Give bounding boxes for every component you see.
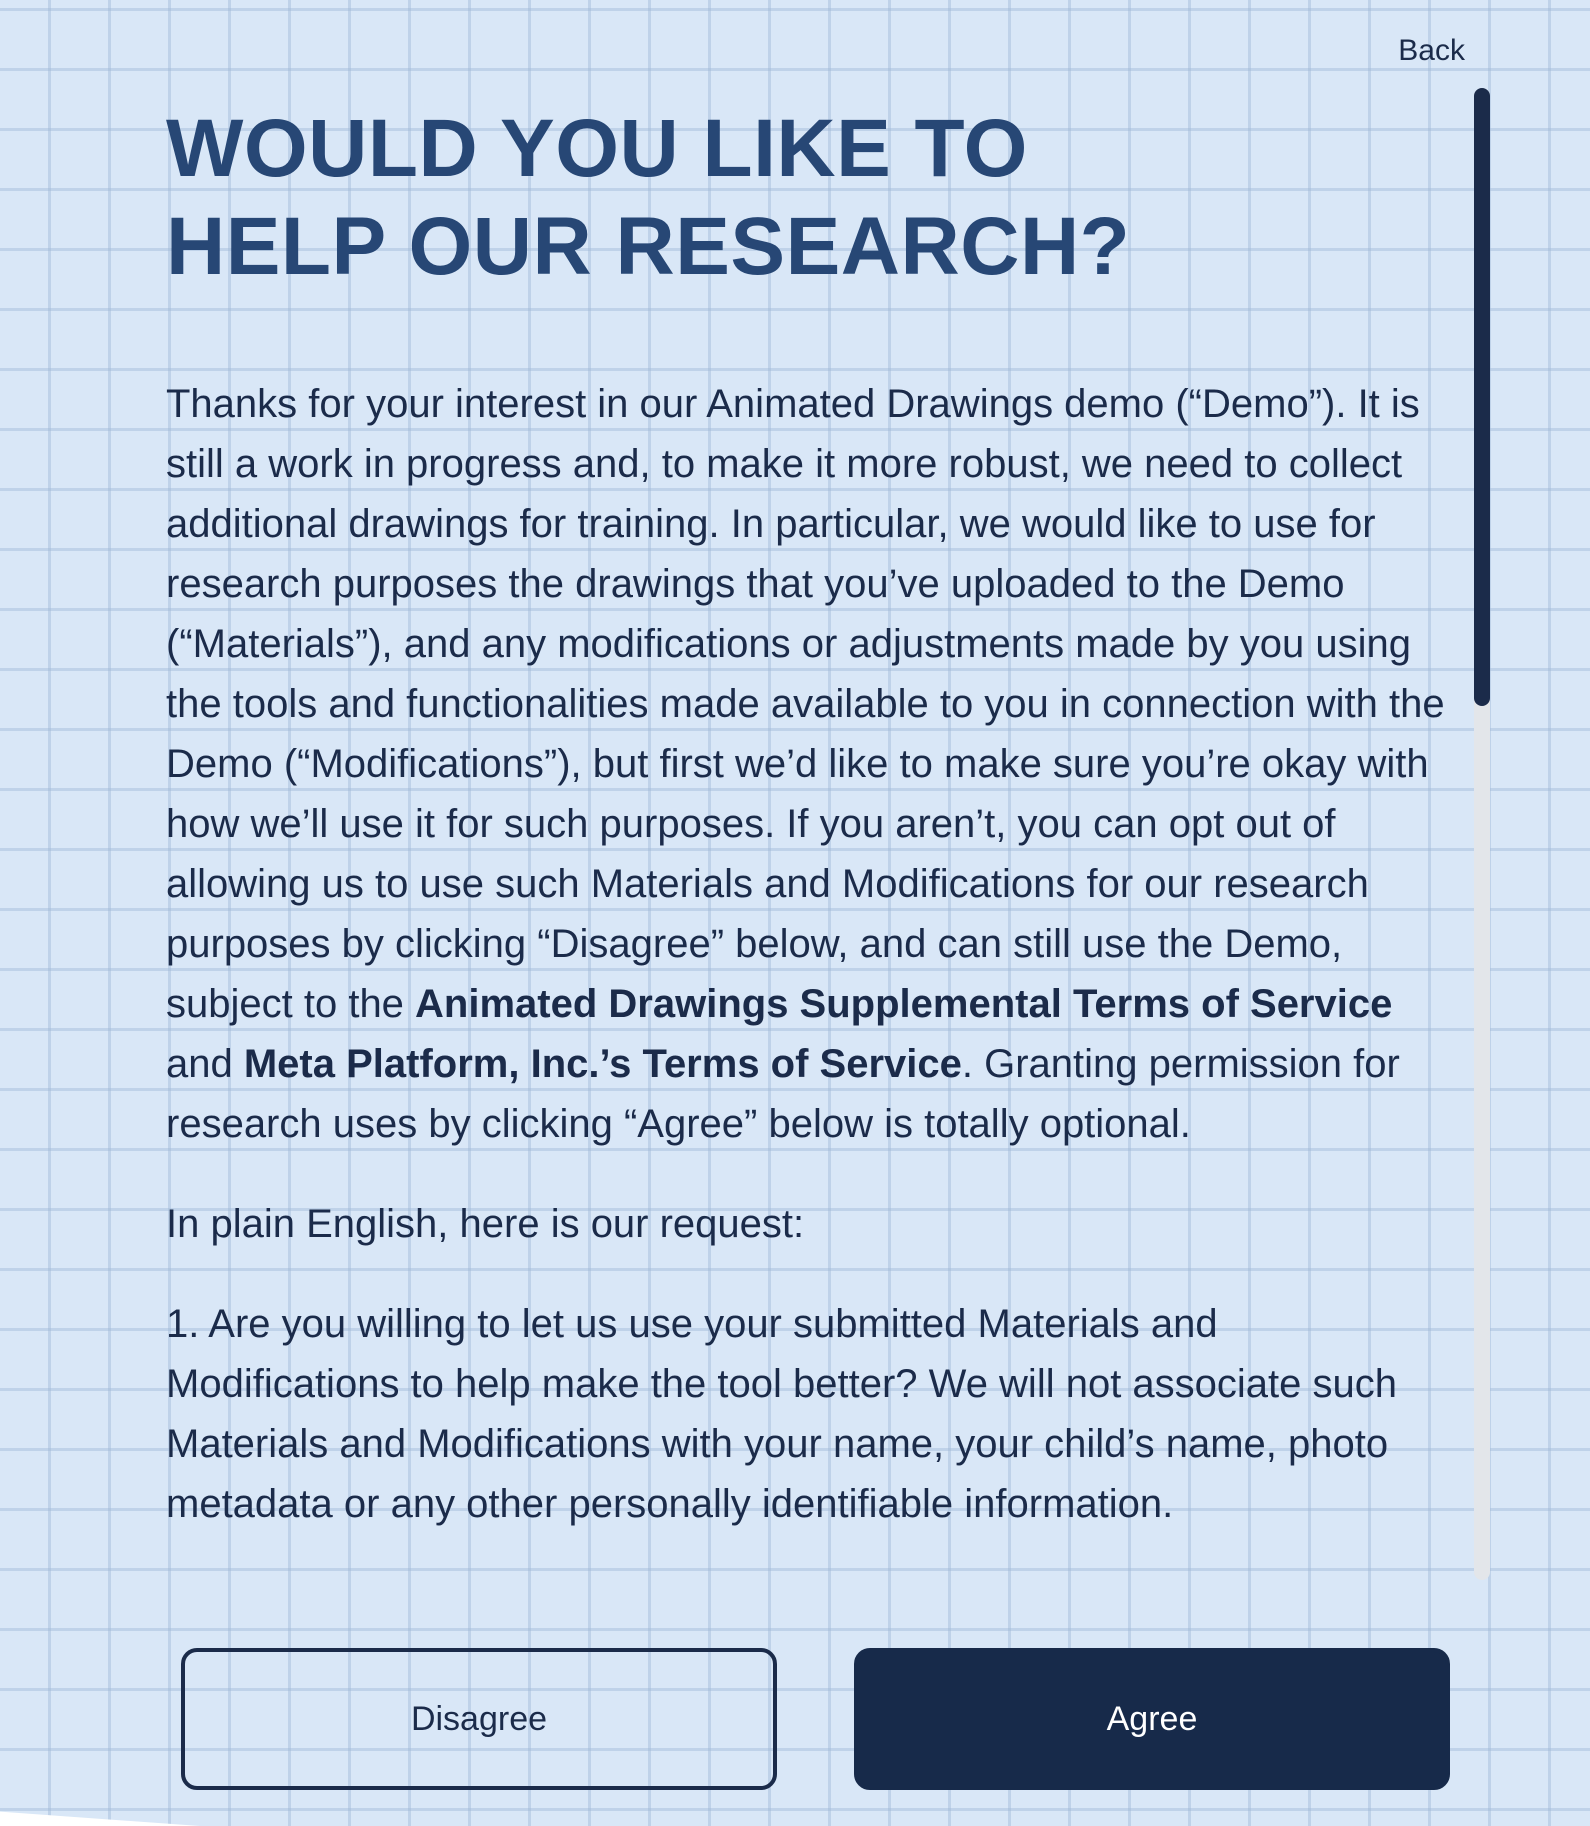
title-line-1: WOULD YOU LIKE TO	[166, 103, 1028, 194]
supplemental-terms-link[interactable]: Animated Drawings Supplemental Terms of Service	[415, 982, 1393, 1026]
intro-paragraph	[166, 374, 1446, 1154]
intro-closing-text: . Granting permission for research uses by clicking “Agree” below is totally optional.	[166, 1042, 1400, 1146]
meta-terms-link[interactable]: Meta Platform, Inc.’s Terms of Service	[243, 1042, 962, 1086]
scrollbar-thumb[interactable]	[1474, 88, 1490, 706]
request-item-1: 1. Are you willing to let us use your submitted Materials and Modifications to help make the tool better? We will not associate such Materials and Modifications with your name, your child’s name, photo metadata or any other personally identifiable information.	[166, 1302, 1398, 1526]
consent-content[interactable]	[166, 100, 1446, 1578]
intro-and-text: and	[166, 1042, 244, 1086]
intro-text: Thanks for your interest in our Animated Drawings demo (“Demo”). It is still a work in progress and, to make it more robust, we need to collect additional drawings for training. In particular, we would like to use for research purposes the drawings that you’ve uploaded to the Demo (“Materials”), and any modifications or adjustments made by you using the tools and functionalities made available to you in connection with the Demo (“Modifications”), but first we’d like to make sure you’re okay with how we’ll use it for such purposes. If you aren’t, you can opt out of allowing us to use such Materials and Modifications for our research purposes by clicking “Disagree” below, and can still use the Demo, subject to the	[166, 382, 1445, 1026]
disagree-button[interactable]: Disagree	[181, 1648, 777, 1790]
agree-button[interactable]: Agree	[854, 1648, 1450, 1790]
page-corner-decoration	[0, 1802, 200, 1826]
title-line-2: HELP OUR RESEARCH?	[166, 201, 1131, 292]
plain-english-paragraph: In plain English, here is our request:	[166, 1202, 805, 1246]
scrollbar-track[interactable]	[1474, 88, 1490, 1580]
back-link[interactable]: Back	[1398, 34, 1465, 67]
page-title	[166, 100, 1446, 296]
